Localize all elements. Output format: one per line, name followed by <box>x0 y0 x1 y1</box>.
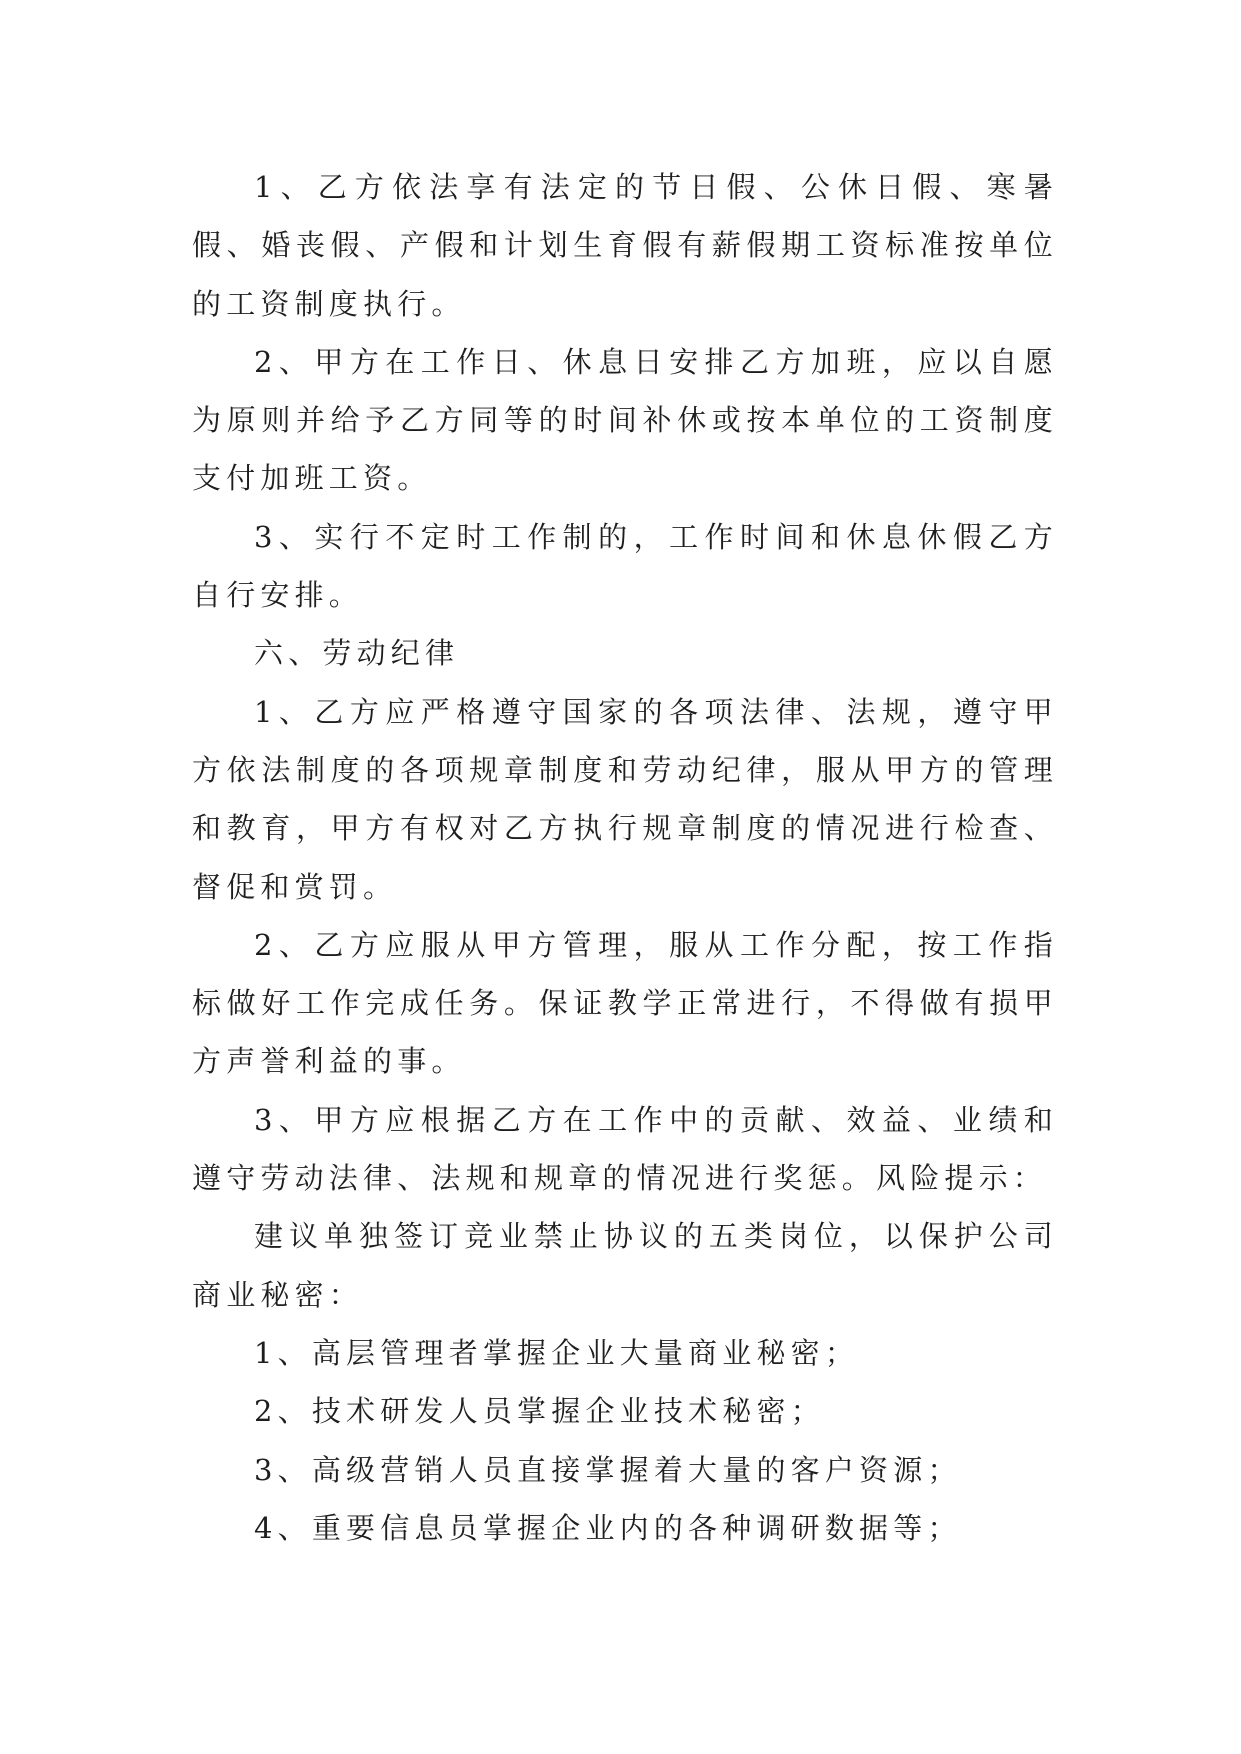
paragraph-obey-management: 2、乙方应服从甲方管理，服从工作分配，按工作指标做好工作完成任务。保证教学正常进行，不得做有损甲方声誉利益的事。 <box>192 927 1058 1079</box>
paragraph-comply-rules: 1、乙方应严格遵守国家的各项法律、法规，遵守甲方依法制度的各项规章制度和劳动纪律，服从甲方的管理和教育，甲方有权对乙方执行规章制度的情况进行检查、督促和赏罚。 <box>192 694 1058 904</box>
paragraph-flexible-hours: 3、实行不定时工作制的，工作时间和休息休假乙方自行安排。 <box>192 519 1058 613</box>
paragraph-leave-rights: 1、乙方依法享有法定的节日假、公休日假、寒暑假、婚丧假、产假和计划生育假有薪假期工资标准按单位的工资制度执行。 <box>192 170 1058 321</box>
list-item-rd-staff: 2、技术研发人员掌握企业技术秘密； <box>254 1394 825 1429</box>
section-heading-labor-discipline: 六、劳动纪律 <box>254 636 460 671</box>
paragraph-non-compete-intro: 建议单独签订竞业禁止协议的五类岗位，以保护公司商业秘密： <box>192 1219 1058 1312</box>
list-item-info-staff: 4、重要信息员掌握企业内的各种调研数据等； <box>254 1510 962 1545</box>
list-item-senior-sales: 3、高级营销人员直接掌握着大量的客户资源； <box>254 1452 962 1487</box>
document-body <box>192 158 1058 1557</box>
paragraph-overtime: 2、甲方在工作日、休息日安排乙方加班，应以自愿为原则并给予乙方同等的时间补休或按本单位的工资制度支付加班工资。 <box>192 344 1058 496</box>
list-item-senior-managers: 1、高层管理者掌握企业大量商业秘密； <box>254 1335 860 1370</box>
paragraph-rewards-penalties: 3、甲方应根据乙方在工作中的贡献、效益、业绩和遵守劳动法律、法规和规章的情况进行奖惩。风险提示： <box>192 1102 1058 1196</box>
